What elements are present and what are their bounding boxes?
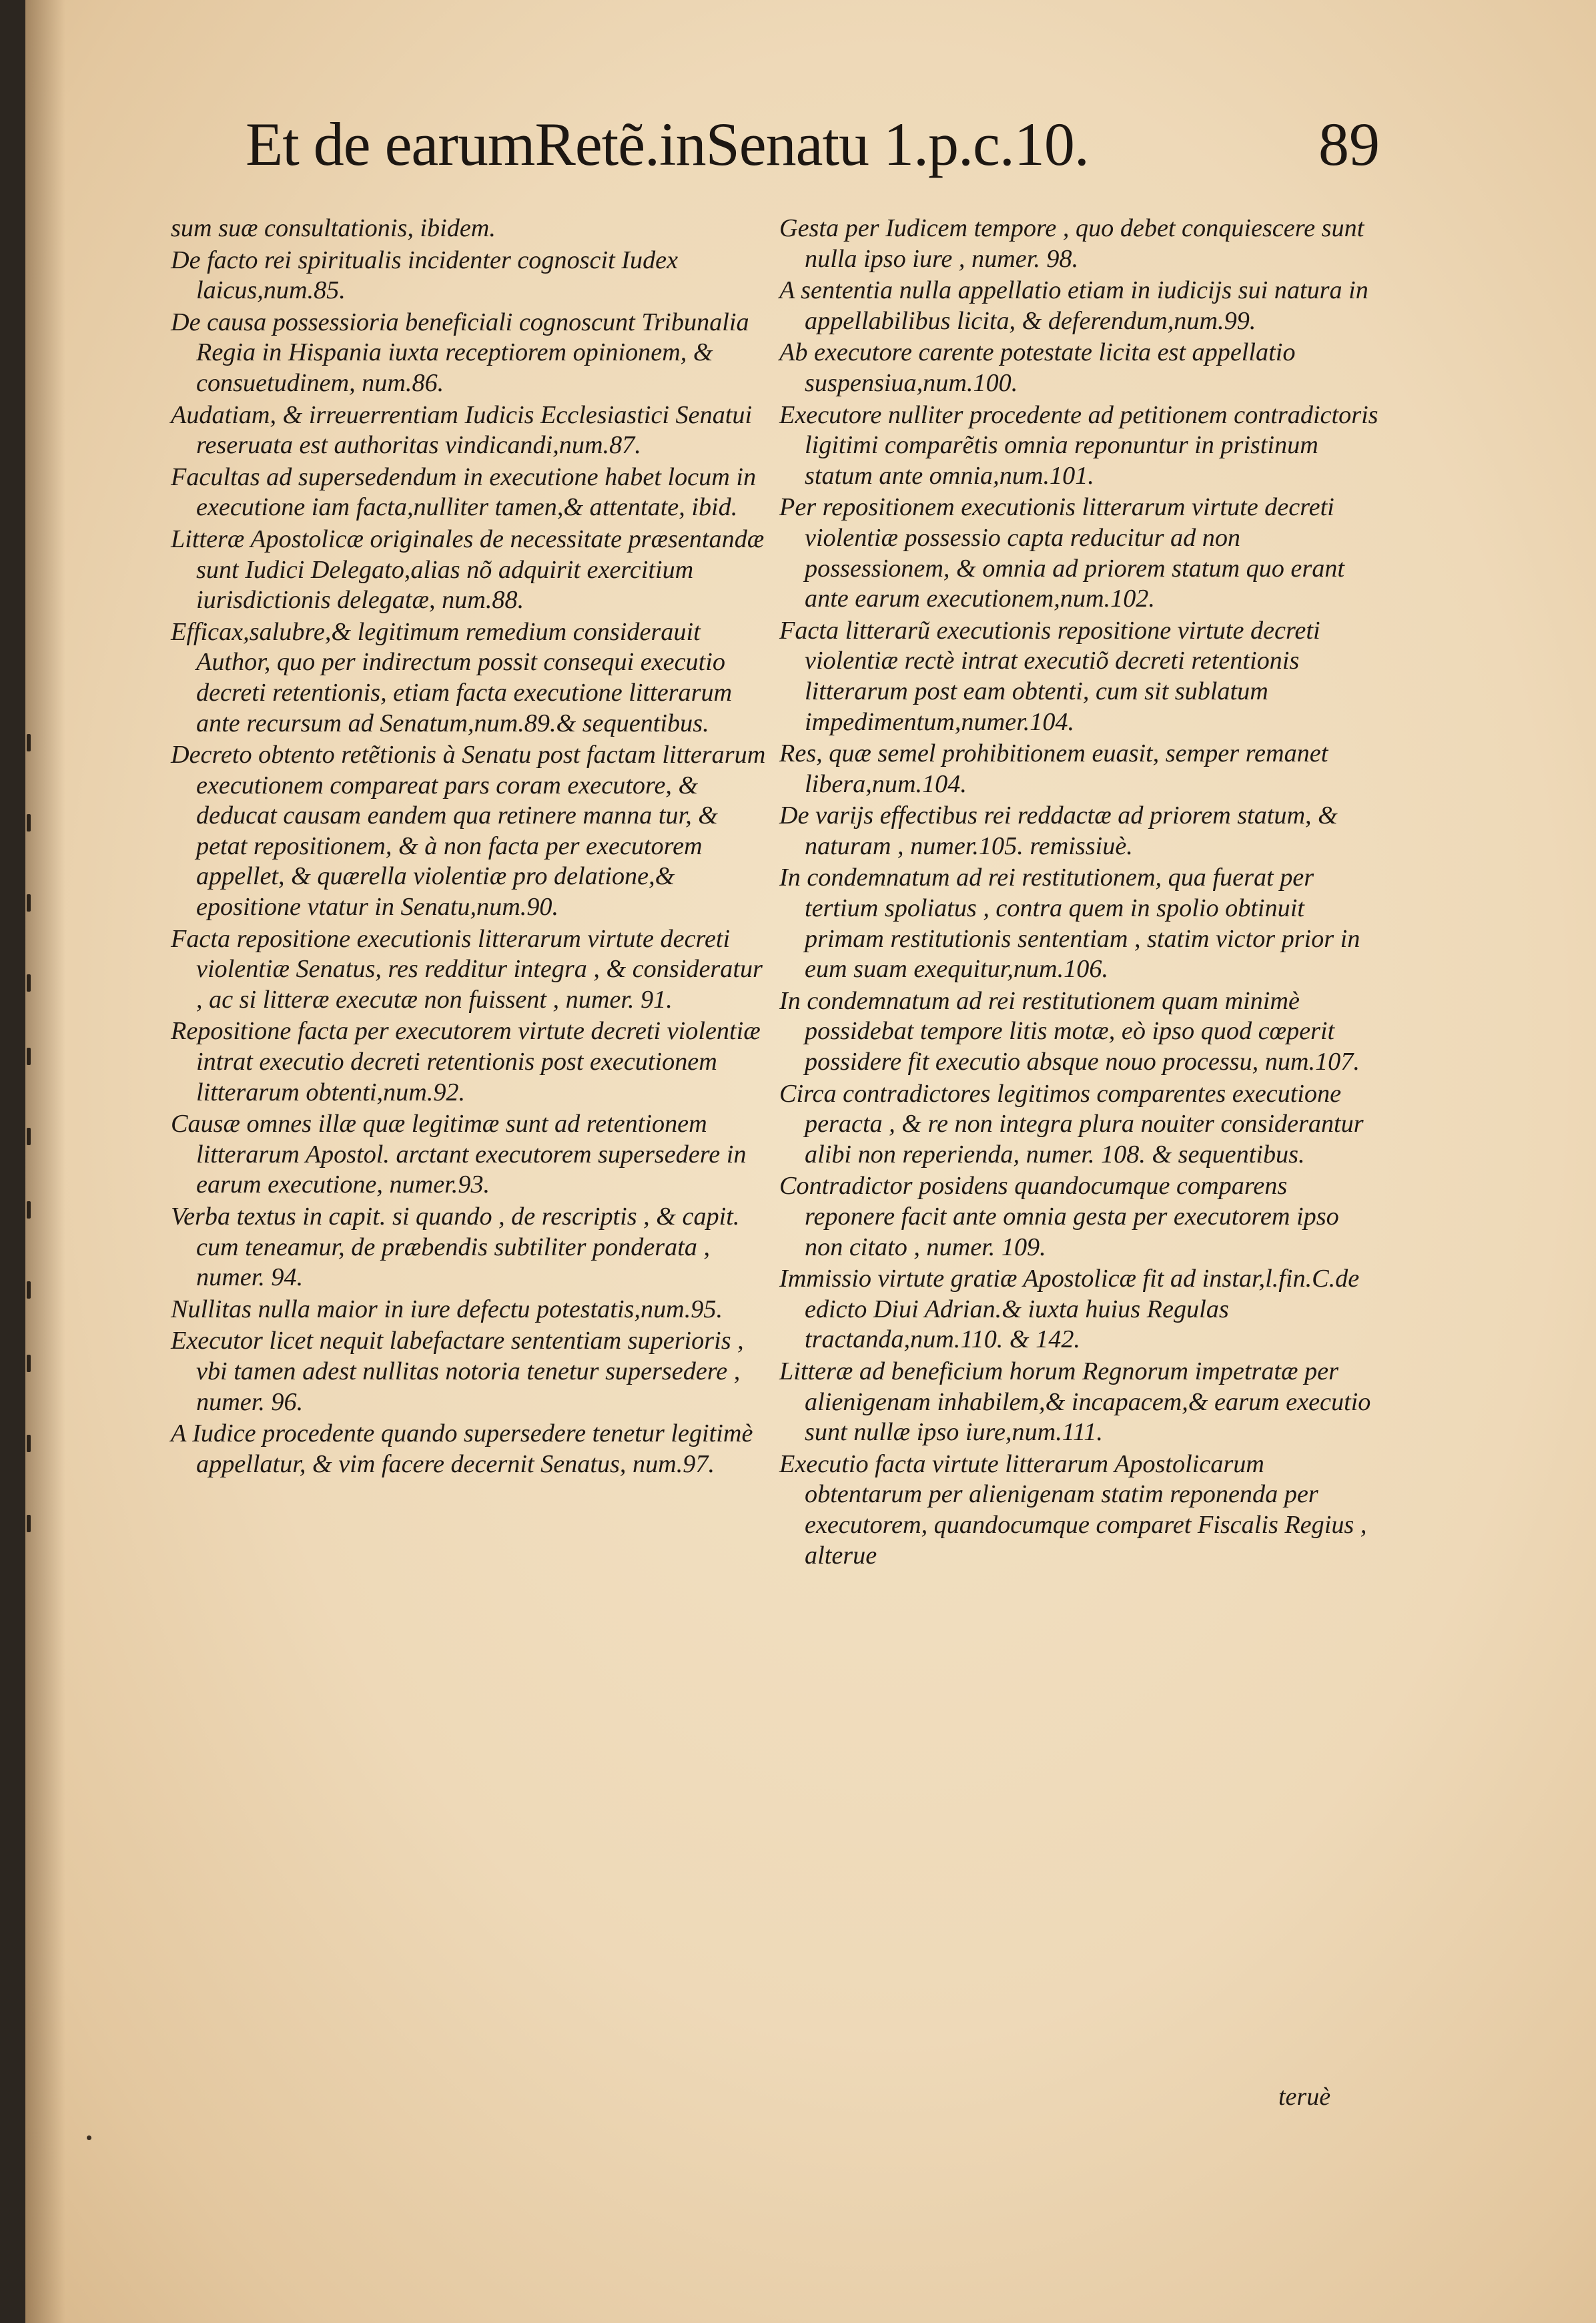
index-entry: A sententia nulla appellatio etiam in iudicijs sui natura in appellabilibus licita, & deferendum,num.99. — [779, 276, 1375, 335]
running-title: Et de earumRetẽ.inSenatu 1.p.c.10. — [246, 110, 1089, 178]
index-entry: De causa possessioria beneficiali cognoscunt Tribunalia Regia in Hispania iuxta receptiorem opinionem, & consuetudinem, num.86. — [171, 308, 756, 397]
index-entry: In condemnatum ad rei restitutionem quam minimè possidebat tempore litis motæ, eò ipso quod cœperit possidere fit executio absque nouo processu, num.107. — [779, 986, 1360, 1076]
index-entry: Contradictor posidens quandocumque comparens reponere facit ante omnia gesta per executorem ipso non citato , numer. 109. — [779, 1172, 1346, 1261]
index-entry: Efficax,salubre,& legitimum remedium considerauit Author, quo per indirectum possit consequi executio decreti retentionis, etiam facta executione litterarum ante recursum ad Senatum,num.89.& sequentibus. — [171, 617, 739, 737]
index-column-right — [779, 214, 1385, 1572]
index-entry: Facta litterarũ executionis repositione virtute decreti violentiæ rectè intrat executiõ decreti retentionis litterarum post eam obtenti, cum sit sublatum impedimentum,numer.104. — [779, 616, 1327, 736]
catchword: teruè — [1278, 2083, 1331, 2111]
index-entry: Litteræ Apostolicæ originales de necessitate præsentandæ sunt Iudici Delegato,alias nõ adquirit exercitium iurisdictionis delegatæ, num.88. — [171, 525, 771, 615]
index-entry: Litteræ ad beneficium horum Regnorum impetratæ per alienigenam inhabilem,& incapacem,& earum executio sunt nullæ ipso iure,num.111. — [779, 1357, 1377, 1447]
index-column-left — [171, 214, 771, 1481]
index-entry: Causæ omnes illæ quæ legitimæ sunt ad retentionem litterarum Apostol. arctant executorem supersedere in earum executione, numer.93. — [171, 1110, 753, 1199]
index-entry: De varijs effectibus rei reddactæ ad priorem statum, & naturam , numer.105. remissiuè. — [779, 801, 1344, 860]
index-entry: Circa contradictores legitimos comparentes executione peracta , & re non integra plura nouiter considerantur alibi non reperienda, numer. 108. & sequentibus. — [779, 1079, 1370, 1169]
index-entry: Per repositionem executionis litterarum virtute decreti violentiæ possessio capta reducitur ad non possessionem, & omnia ad priorem statum quo erant ante earum executionem,num.102. — [779, 493, 1351, 613]
index-entry: Verba textus in capit. si quando , de rescriptis , & capit. cum teneamur, de præbendis subtiliter ponderata , numer. 94. — [171, 1203, 746, 1292]
running-header — [246, 110, 1380, 178]
ink-spot — [87, 2135, 91, 2140]
page-number: 89 — [1318, 110, 1380, 178]
index-entry: Nullitas nulla maior in iure defectu potestatis,num.95. — [171, 1295, 723, 1323]
index-entry: Immissio virtute gratiæ Apostolicæ fit ad instar,l.fin.C.de edicto Diui Adrian.& iuxta huius Regulas tractanda,num.110. & 142. — [779, 1265, 1366, 1354]
index-entry: Executio facta virtute litterarum Apostolicarum obtentarum per alienigenam statim reponenda per executorem, quandocumque comparet Fiscalis Regius , alterue — [779, 1449, 1373, 1570]
index-entry: Res, quæ semel prohibitionem euasit, semper remanet libera,num.104. — [779, 739, 1334, 798]
book-page — [25, 0, 1596, 2323]
index-entry: Executor licet nequit labefactare sententiam superioris , vbi tamen adest nullitas notoria tenetur supersedere , numer. 96. — [171, 1327, 751, 1416]
index-entry: Facta repositione executionis litterarum virtute decreti violentiæ Senatus, res redditur integra , & consideratur , ac si litteræ executæ non fuissent , numer. 91. — [171, 924, 769, 1014]
page-edge-marks — [27, 734, 47, 1568]
index-entry: Audatiam, & irreuerrentiam Iudicis Ecclesiastici Senatui reseruata est authoritas vindicandi,num.87. — [171, 400, 759, 460]
index-entry: A Iudice procedente quando supersedere tenetur legitimè appellatur, & vim facere decernit Senatus, num.97. — [171, 1419, 759, 1478]
index-entry: In condemnatum ad rei restitutionem, qua fuerat per tertium spoliatus , contra quem in spolio obtinuit primam restitutionis sententiam , statim victor prior in eum suam exequitur,num.106. — [779, 864, 1366, 984]
index-entry: Repositione facta per executorem virtute decreti violentiæ intrat executio decreti retentionis post executionem litterarum obtenti,num.92. — [171, 1017, 767, 1106]
index-entry: Gesta per Iudicem tempore , quo debet conquiescere sunt nulla ipso iure , numer. 98. — [779, 214, 1370, 273]
index-entry: Facultas ad supersedendum in executione habet locum in executione iam facta,nulliter tamen,& attentate, ibid. — [171, 462, 763, 522]
index-entry: Executore nulliter procedente ad petitionem contradictoris ligitimi comparẽtis omnia reponuntur in pristinum statum ante omnia,num.101. — [779, 400, 1385, 490]
index-entry: sum suæ consultationis, ibidem. — [171, 214, 496, 242]
index-entry: Ab executore carente potestate licita est appellatio suspensiua,num.100. — [779, 338, 1302, 397]
index-entry: De facto rei spiritualis incidenter cognoscit Iudex laicus,num.85. — [171, 246, 685, 305]
index-entry: Decreto obtento retẽtionis à Senatu post factam litterarum executionem compareat pars coram executore, & deducat causam eandem qua retinere manna tur, & petat repositionem, & à non facta per executorem appellet, & quærella violentiæ pro delatione,& epositione vtatur in Senatu,num.90. — [171, 741, 772, 922]
